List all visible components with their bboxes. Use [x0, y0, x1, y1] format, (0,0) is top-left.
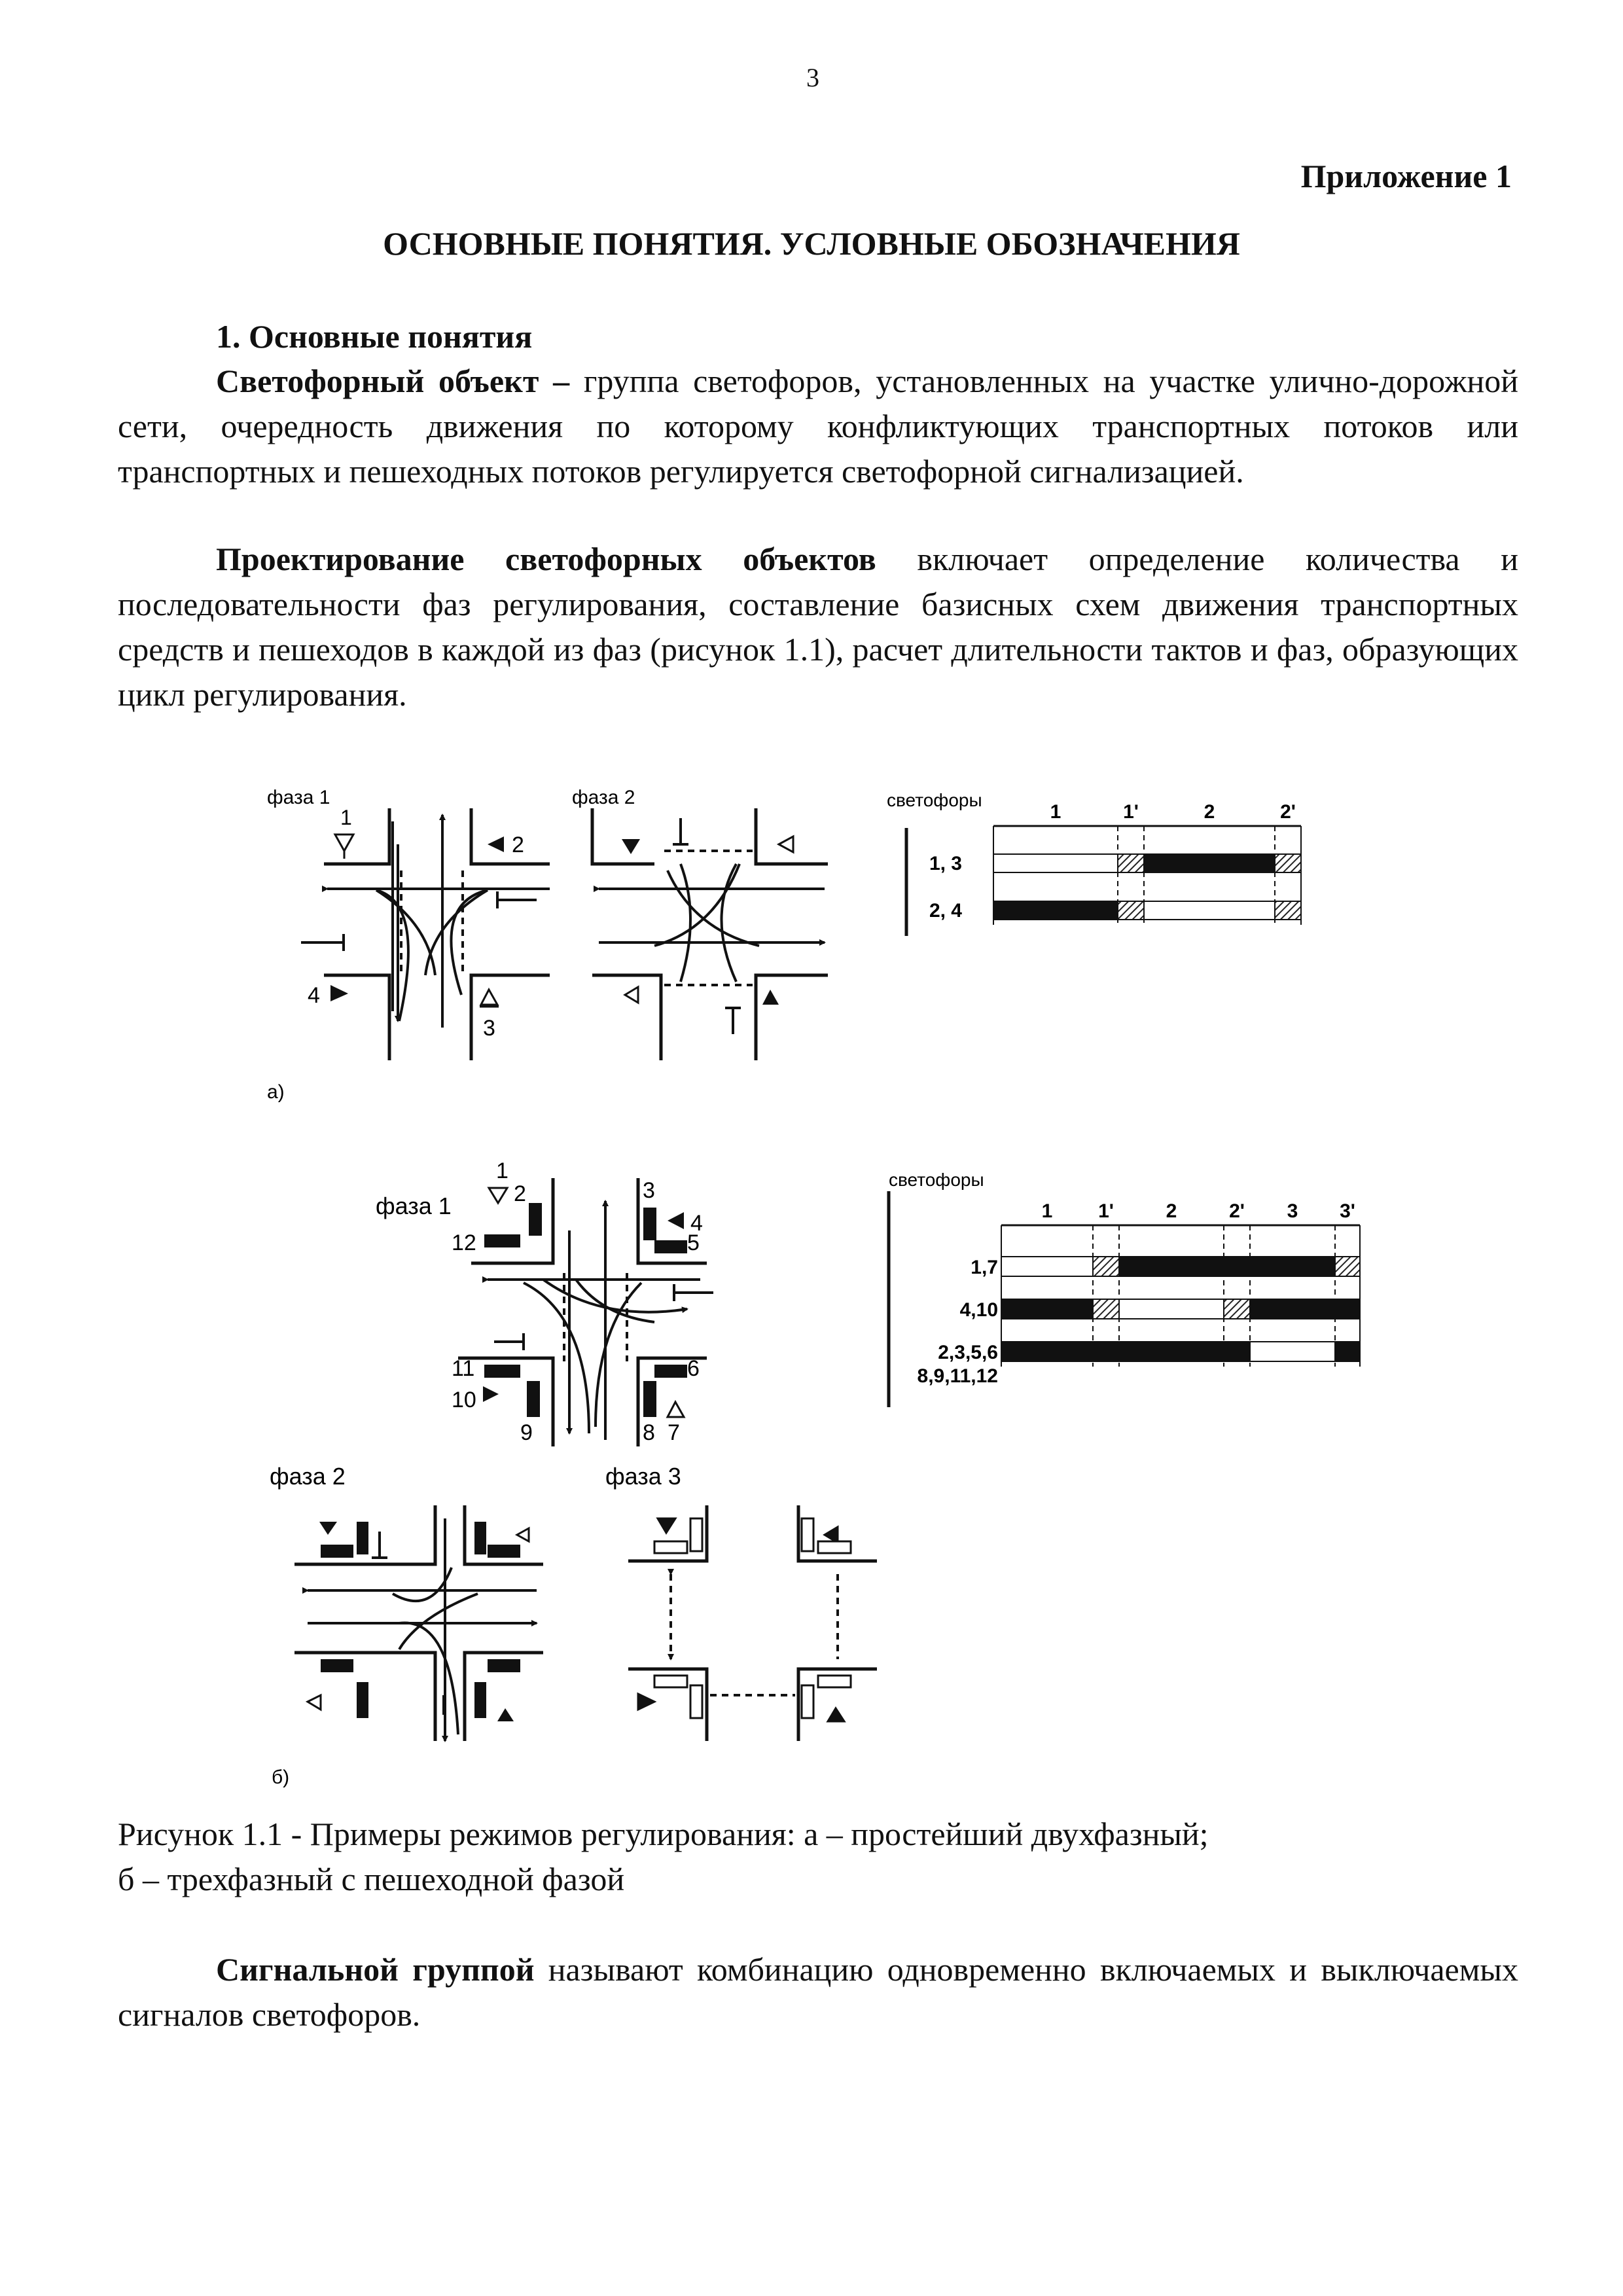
main-title: ОСНОВНЫЕ ПОНЯТИЯ. УСЛОВНЫЕ ОБОЗНАЧЕНИЯ	[383, 225, 1240, 262]
fig-b-timing-header: светофоры	[889, 1170, 984, 1190]
definition-design: включает определение количества и последовательности фаз регулирования, составление базисных схем движения транспортных средств и пешеходов в каждой из фаз (рисунок 1.1), расчет длительности тактов и фаз, образующих цикл регулирования.	[118, 541, 1518, 713]
paragraph-signal-group	[118, 1947, 1518, 2037]
fig-a-signal-4	[308, 983, 348, 1008]
fig-b-timing-diagram	[889, 1170, 1360, 1407]
fig-a-timing-row-label: 1, 3	[929, 853, 962, 874]
svg-text:7: 7	[668, 1420, 680, 1445]
fig-a-timing-col-label: 1	[1050, 801, 1061, 823]
fig-b-ph3-signals	[638, 1518, 851, 1721]
fig-a-timing-col-label: 2	[1204, 801, 1215, 823]
term-traffic-light-object: Светофорный объект –	[216, 363, 570, 399]
fig-b-timing-col-label: 3	[1287, 1200, 1298, 1222]
fig-b-timing-bar-off	[1250, 1342, 1335, 1361]
fig-a-timing-header: светофоры	[887, 790, 982, 810]
svg-text:5: 5	[687, 1230, 700, 1255]
fig-a-signal-1	[335, 806, 353, 859]
fig-a-panel-label: а)	[267, 1081, 285, 1103]
fig-a-timing-bar-on	[1144, 854, 1275, 872]
fig-b-timing-bar-on	[1119, 1257, 1224, 1276]
fig-a-ph2-signal-4	[625, 987, 638, 1003]
fig-b-timing-col-label: 2'	[1229, 1200, 1245, 1222]
svg-text:3: 3	[483, 1016, 495, 1041]
fig-b-timing-bar-off	[1001, 1257, 1093, 1276]
svg-text:2: 2	[512, 833, 524, 857]
svg-text:10: 10	[452, 1388, 476, 1412]
svg-text:9: 9	[520, 1420, 533, 1445]
fig-b-timing-bar-on	[1224, 1257, 1250, 1276]
fig-b-timing-col-label: 1'	[1098, 1200, 1114, 1222]
fig-b-phase1-label: фаза 1	[376, 1193, 452, 1219]
fig-b-signals	[452, 1158, 703, 1445]
fig-a-timing-bar-off	[993, 854, 1118, 872]
fig-a-ph2-ped-signal-1	[622, 839, 640, 854]
fig-b-timing-bar-hatched	[1224, 1299, 1250, 1319]
fig-a-timing-col-label: 1'	[1123, 801, 1139, 823]
fig-b-timing-bar-hatched	[1093, 1299, 1119, 1319]
svg-text:6: 6	[687, 1356, 700, 1381]
fig-b-phase3-label: фаза 3	[605, 1463, 681, 1490]
fig-b-timing-bar-hatched	[1335, 1257, 1360, 1276]
fig-a-timing-row-label: 2, 4	[929, 900, 962, 922]
fig-a-phase1-label: фаза 1	[267, 787, 330, 808]
fig-b-phase1-flows	[488, 1201, 713, 1440]
svg-text:3: 3	[643, 1178, 655, 1203]
fig-a-timing-bar-hatched	[1275, 854, 1301, 872]
fig-a-signal-3	[480, 990, 499, 1041]
figure-caption-line2: б – трехфазный с пешеходной фазой	[118, 1861, 625, 1897]
figure-caption	[118, 1812, 1518, 1902]
fig-b-timing-col-label: 3'	[1340, 1200, 1355, 1222]
fig-b-timing-row-label: 4,10	[959, 1299, 998, 1321]
fig-a-ph2-signal-2	[779, 836, 793, 852]
svg-text:2: 2	[514, 1181, 526, 1206]
fig-a-ph2-signal-3	[762, 990, 779, 1005]
term-design: Проектирование светофорных объектов	[216, 541, 876, 577]
fig-a-timing-bar-hatched	[1275, 901, 1301, 920]
fig-b-timing-bar-on	[1001, 1342, 1093, 1361]
svg-text:4: 4	[308, 983, 320, 1008]
fig-b-phase2-label: фаза 2	[270, 1463, 346, 1490]
page-number: 3	[806, 63, 819, 92]
svg-text:8: 8	[643, 1420, 655, 1445]
definition-signal-group: называют комбинацию одновременно включаемых и выключаемых сигналов светофоров.	[118, 1951, 1518, 2033]
svg-text:11: 11	[452, 1356, 475, 1381]
term-signal-group: Сигнальной группой	[216, 1951, 535, 1988]
svg-text:1: 1	[340, 806, 352, 829]
fig-b-panel-label: б)	[272, 1767, 290, 1788]
fig-b-timing-col-label: 1	[1041, 1200, 1053, 1222]
fig-b-timing-bar-on	[1224, 1342, 1250, 1361]
fig-b-timing-bar-on	[1250, 1299, 1335, 1319]
fig-b-phase3-flows	[671, 1574, 838, 1695]
fig-a-timing-col-label: 2'	[1280, 801, 1296, 823]
fig-a-phase2-label: фаза 2	[572, 787, 635, 808]
fig-b-timing-bar-on	[1001, 1299, 1093, 1319]
fig-b-timing-row-label: 2,3,5,6	[938, 1342, 998, 1363]
fig-b-timing-bar-off	[1119, 1299, 1224, 1319]
fig-b-timing-row-label-2: 8,9,11,12	[917, 1365, 998, 1387]
fig-a-signal-2	[488, 833, 524, 857]
fig-a-timing-bar-hatched	[1118, 854, 1144, 872]
fig-a-timing-bar-hatched	[1118, 901, 1144, 920]
fig-b-timing-bar-on	[1119, 1342, 1224, 1361]
fig-b-timing-bar-hatched	[1093, 1257, 1119, 1276]
figure-caption-line1: Рисунок 1.1 - Примеры режимов регулирования: а – простейший двухфазный;	[118, 1816, 1209, 1852]
fig-b-timing-bar-on	[1093, 1342, 1119, 1361]
fig-b-ph2-signals	[308, 1522, 529, 1721]
fig-a-timing-diagram	[887, 790, 1301, 936]
fig-b-timing-bar-on	[1250, 1257, 1335, 1276]
fig-a-timing-bar-off	[1144, 901, 1275, 920]
fig-b-timing-row-label: 1,7	[971, 1257, 998, 1278]
svg-text:1: 1	[496, 1158, 508, 1183]
appendix-label: Приложение 1	[1300, 158, 1512, 194]
fig-a-timing-bar-on	[993, 901, 1118, 920]
svg-text:12: 12	[452, 1230, 476, 1255]
fig-b-timing-col-label: 2	[1166, 1200, 1177, 1222]
fig-b-timing-bar-on	[1335, 1342, 1360, 1361]
svg-text:4: 4	[690, 1211, 703, 1236]
definition-traffic-light-object: группа светофоров, установленных на участке улично-дорожной сети, очередность движения по которому конфликтующих транспортных потоков или транспортных и пешеходных потоков регулируется светофорной сигнализацией.	[118, 363, 1519, 490]
fig-b-timing-bar-on	[1335, 1299, 1360, 1319]
section-heading: 1. Основные понятия	[216, 318, 533, 355]
